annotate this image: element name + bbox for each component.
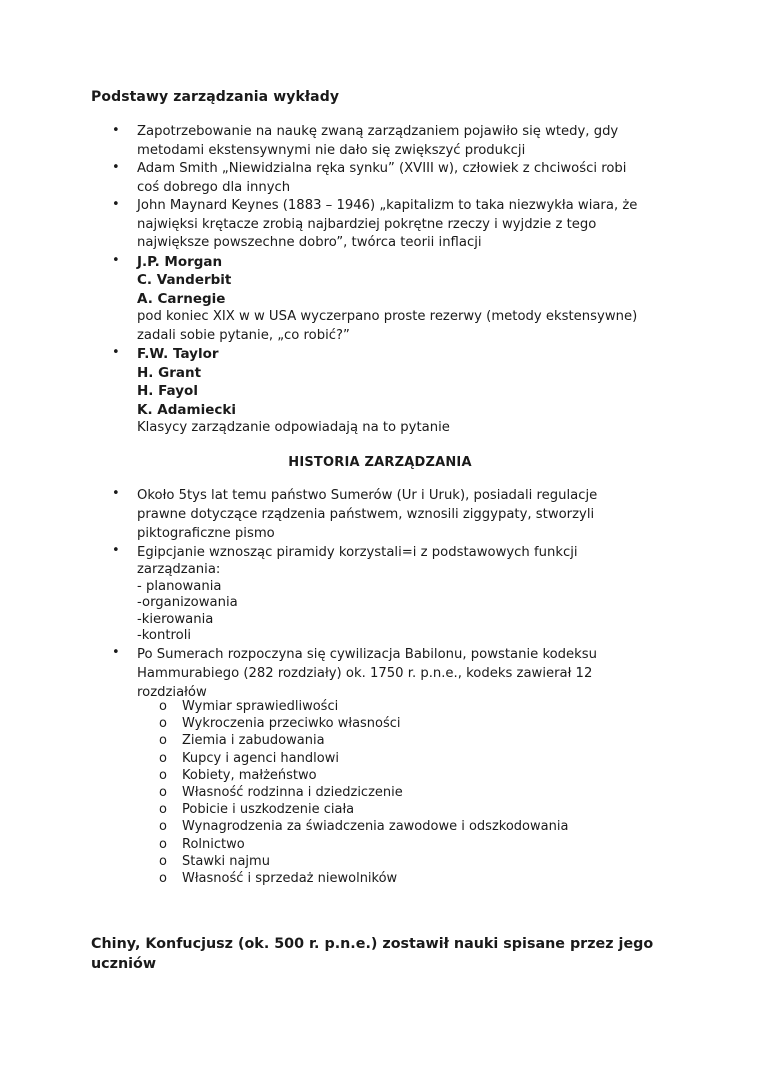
list-item [0, 801, 760, 818]
text-line: metodami ekstensywnymi nie dało się zwiększyć produkcji [137, 142, 526, 158]
circle-bullet-icon: o [159, 750, 167, 766]
name-line: A. Carnegie [137, 290, 226, 307]
bullet-icon: • [112, 197, 120, 212]
bullet-icon: • [112, 543, 120, 558]
circle-bullet-icon: o [159, 836, 167, 852]
bullet-icon: • [112, 486, 120, 501]
chapter-label: Rolnictwo [182, 836, 245, 852]
list-item [0, 645, 697, 702]
text-line: Hammurabiego (282 rozdziały) ok. 1750 r. p.n.e., kodeks zawierał 12 [137, 665, 593, 681]
text-line: -kierowania [137, 611, 214, 627]
name-line: H. Grant [137, 364, 202, 381]
bullet-icon: • [112, 252, 120, 268]
chapter-label: Kupcy i agenci handlowi [182, 750, 339, 766]
circle-bullet-icon: o [159, 819, 167, 835]
list-item [0, 853, 760, 870]
bullet-list-history [0, 486, 760, 702]
bullet-icon: • [112, 345, 120, 360]
list-item [0, 767, 760, 784]
text-line: zarządzania: [137, 562, 221, 577]
chapter-label: Własność i sprzedaż niewolników [182, 871, 398, 887]
bullet-list-intro [0, 123, 760, 438]
chapter-label: Kobiety, małżeństwo [182, 767, 317, 783]
text-line: Około 5tys lat temu państwo Sumerów (Ur i Uruk), posiadali regulacje [137, 488, 598, 503]
list-item [0, 784, 760, 801]
text-line: Zapotrzebowanie na naukę zwaną zarządzaniem pojawiło się wtedy, gdy [137, 124, 619, 139]
list-item [0, 345, 697, 438]
circle-bullet-icon: o [159, 767, 167, 783]
chapter-label: Wymiar sprawiedliwości [182, 699, 339, 714]
list-item [0, 715, 760, 732]
text-line: piktograficzne pismo [137, 526, 275, 541]
text-line: Po Sumerach rozpoczyna się cywilizacja Babilonu, powstanie kodeksu [137, 646, 598, 662]
text-line: największe powszechne dobro”, twórca teorii inflacji [137, 235, 482, 250]
circle-bullet-icon: o [159, 853, 167, 869]
circle-bullet-icon: o [159, 716, 167, 732]
name-line: F.W. Taylor [137, 346, 219, 362]
list-item [0, 836, 760, 853]
document-title: Podstawy zarządzania wykłady [91, 89, 340, 105]
list-item [0, 818, 760, 835]
bullet-icon: • [112, 644, 120, 660]
bullet-icon: • [112, 123, 120, 138]
chapters-list [0, 698, 760, 887]
name-line: J.P. Morgan [137, 253, 223, 270]
text-line: prawne dotyczące rządzenia państwem, wznosili ziggураty, stworzyli [137, 507, 595, 522]
list-item [0, 698, 760, 715]
list-item [0, 732, 760, 749]
text-line: coś dobrego dla innych [137, 179, 291, 195]
list-item [0, 870, 760, 887]
circle-bullet-icon: o [159, 802, 167, 818]
text-line: John Maynard Keynes (1883 – 1946) „kapitalizm to taka niezwykła wiara, że [137, 198, 638, 213]
name-line: C. Vanderbit [137, 272, 232, 288]
text-line: najwięksi krętacze zrobią najbardziej pokrętne rzeczy i wyjdzie z tego [137, 216, 597, 232]
closing-heading: Chiny, Konfucjusz (ok. 500 r. p.n.e.) zostawił nauki spisane przez jego uczniów [91, 936, 654, 972]
text-line: rozdziałów [137, 684, 207, 700]
chapter-label: Ziemia i zabudowania [182, 733, 325, 749]
text-line: zadali sobie pytanie, „co robić?” [137, 327, 350, 343]
list-item [0, 486, 697, 543]
list-item [0, 123, 697, 160]
list-item [0, 160, 697, 197]
list-item [0, 253, 697, 346]
text-line: -organizowania [137, 595, 238, 610]
circle-bullet-icon: o [159, 871, 167, 887]
circle-bullet-icon: o [159, 785, 167, 801]
section-heading: HISTORIA ZARZĄDZANIA [288, 455, 472, 470]
chapter-label: Wynagrodzenia za świadczenia zawodowe i odszkodowania [182, 819, 569, 835]
list-item [0, 750, 760, 767]
list-item [0, 543, 697, 645]
chapter-label: Stawki najmu [182, 853, 270, 869]
circle-bullet-icon: o [159, 699, 167, 714]
text-line: -kontroli [137, 628, 192, 643]
name-line: H. Fayol [137, 383, 198, 399]
chapter-label: Pobicie i uszkodzenie ciała [182, 802, 355, 818]
list-item [0, 197, 697, 253]
text-line: Adam Smith „Niewidzialna ręka synku” (XVIII w), człowiek z chciwości robi [137, 161, 627, 176]
chapter-label: Własność rodzinna i dziedziczenie [182, 785, 403, 801]
circle-bullet-icon: o [159, 733, 167, 749]
name-line: K. Adamiecki [137, 401, 236, 418]
text-line: pod koniec XIX w w USA wyczerpano proste rezerwy (metody ekstensywne) [137, 309, 638, 324]
text-line: Egipcjanie wznosząc piramidy korzystali=i z podstawowych funkcji [137, 545, 578, 560]
text-line: Klasycy zarządzanie odpowiadają na to pytanie [137, 420, 450, 435]
chapter-label: Wykroczenia przeciwko własności [182, 716, 401, 732]
text-line: - planowania [137, 578, 222, 594]
bullet-icon: • [112, 160, 120, 175]
